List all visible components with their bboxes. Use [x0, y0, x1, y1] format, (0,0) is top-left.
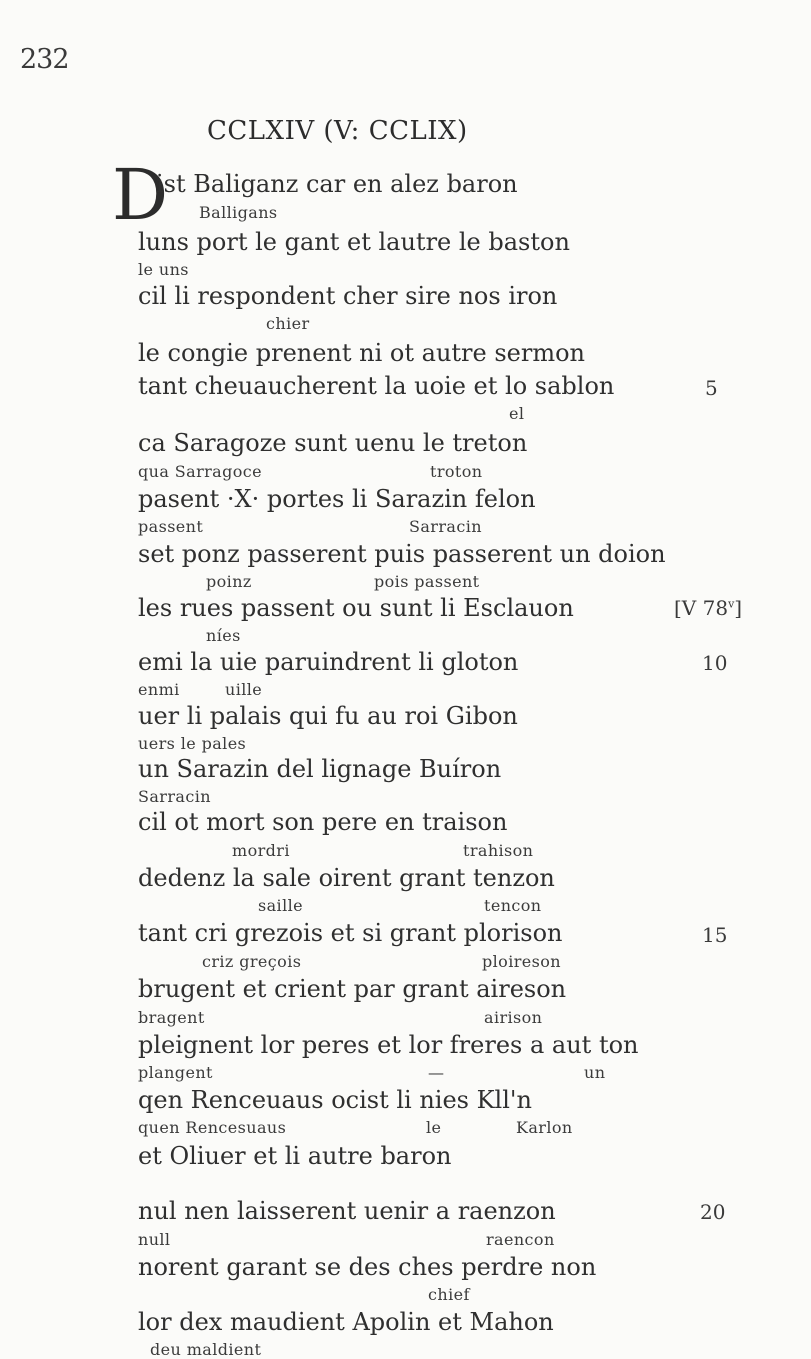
gloss: saille [258, 896, 303, 915]
verse-line-9: les rues passent ou sunt li Esclauon [138, 594, 574, 622]
verse-line-15: tant cri grezois et si grant plorison [138, 919, 563, 947]
gloss: le uns [138, 260, 189, 279]
gloss: criz greçois [202, 952, 302, 971]
page-number: 232 [20, 44, 69, 75]
gloss: poinz [206, 572, 252, 591]
gloss: níes [206, 626, 241, 645]
section-heading: CCLXIV (V: CCLIX) [207, 116, 468, 146]
verse-line-17: pleignent lor peres et lor freres a aut ton [138, 1031, 639, 1059]
gloss: qua Sarragoce [138, 462, 263, 481]
verse-line-19: et Oliuer et li autre baron [138, 1142, 452, 1170]
line-number-10: 10 [702, 651, 728, 675]
verse-line-14: dedenz la sale oirent grant tenzon [138, 864, 555, 892]
gloss: enmi [138, 680, 180, 699]
gloss: uers le pales [138, 734, 247, 753]
line-number-15: 15 [702, 923, 728, 947]
gloss: raencon [486, 1230, 555, 1249]
gloss: troton [430, 462, 483, 481]
verse-line-13: cil ot mort son pere en traison [138, 808, 508, 836]
folio-reference: [V 78$^v$] [674, 596, 743, 620]
gloss: — [428, 1063, 445, 1082]
verse-line-11: uer li palais qui fu au roi Gibon [138, 702, 518, 730]
line-number-5: 5 [705, 376, 718, 400]
verse-line-6: ca Saragoze sunt uenu le treton [138, 429, 528, 457]
verse-line-3: cil li respondent cher sire nos iron [138, 282, 558, 310]
gloss: chief [428, 1285, 470, 1304]
drop-cap: D [112, 154, 169, 236]
verse-line-7: pasent ·X· portes li Sarazin felon [138, 485, 536, 513]
verse-line-5: tant cheuaucherent la uoie et lo sablon [138, 372, 615, 400]
verse-line-21: norent garant se des ches perdre non [138, 1253, 597, 1281]
gloss: tencon [484, 896, 542, 915]
gloss: uille [225, 680, 263, 699]
gloss: un [584, 1063, 606, 1082]
verse-line-10: emi la uie paruindrent li gloton [138, 648, 519, 676]
gloss: deu maldient [150, 1340, 262, 1359]
gloss: pois passent [374, 572, 480, 591]
verse-line-2: luns port le gant et lautre le baston [138, 228, 570, 256]
gloss: trahison [463, 841, 534, 860]
verse-line-16: brugent et crient par grant aireson [138, 975, 567, 1003]
gloss: plangent [138, 1063, 213, 1082]
gloss: airison [484, 1008, 543, 1027]
line-number-20: 20 [700, 1200, 726, 1224]
verse-line-22: lor dex maudient Apolin et Mahon [138, 1308, 554, 1336]
gloss: el [509, 404, 525, 423]
gloss: Sarracin [409, 517, 482, 536]
gloss: passent [138, 517, 204, 536]
gloss: Balligans [199, 203, 278, 222]
gloss: Karlon [516, 1118, 573, 1137]
verse-line-8: set ponz passerent puis passerent un doion [138, 540, 666, 568]
verse-line-1: ist Baliganz car en alez baron [156, 170, 518, 198]
gloss: null [138, 1230, 171, 1249]
verse-line-12: un Sarazin del lignage Buíron [138, 755, 502, 783]
gloss: ploireson [482, 952, 561, 971]
gloss: bragent [138, 1008, 205, 1027]
gloss: Sarracin [138, 787, 211, 806]
gloss: quen Rencesuaus [138, 1118, 287, 1137]
verse-line-4: le congie prenent ni ot autre sermon [138, 339, 586, 367]
gloss: chier [266, 314, 310, 333]
verse-line-20: nul nen laisserent uenir a raenzon [138, 1197, 556, 1225]
gloss: le [426, 1118, 442, 1137]
verse-line-18: qen Renceuaus ocist li nies Kll'n [138, 1086, 532, 1114]
gloss: mordri [232, 841, 290, 860]
